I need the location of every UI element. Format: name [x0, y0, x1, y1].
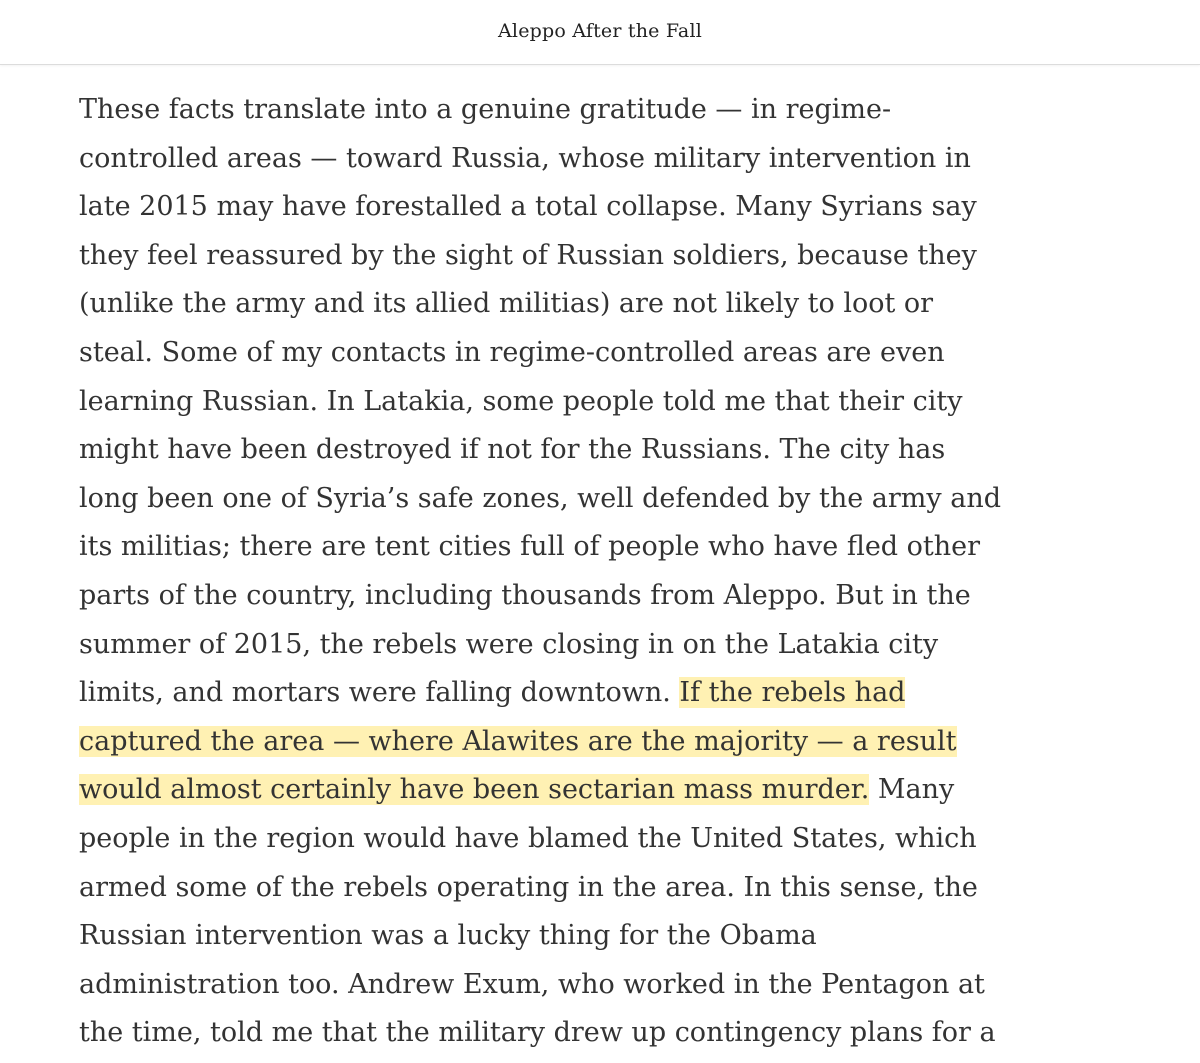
paragraph-line: summer of 2015, the rebels were closing in on the Latakia city	[79, 628, 939, 660]
paragraph-line: people in the region would have blamed the United States, which	[79, 822, 977, 854]
paragraph-line: late 2015 may have forestalled a total collapse. Many Syrians say	[79, 191, 977, 223]
paragraph-line: controlled areas — toward Russia, whose military intervention in	[79, 142, 971, 174]
article-header	[0, 0, 1200, 65]
paragraph-line: armed some of the rebels operating in the area. In this sense, the	[79, 871, 978, 903]
paragraph-line: long been one of Syria’s safe zones, well defended by the army and	[79, 482, 1002, 514]
paragraph-line	[79, 718, 1079, 767]
paragraph-line: (unlike the army and its allied militias) are not likely to loot or	[79, 288, 934, 320]
article-paragraph	[79, 86, 1079, 1058]
highlighted-text: captured the area — where Alawites are the majority — a result	[79, 725, 957, 757]
article-title: Aleppo After the Fall	[498, 20, 702, 42]
paragraph-line: learning Russian. In Latakia, some people told me that their city	[79, 385, 963, 417]
paragraph-line: might have been destroyed if not for the Russians. The city has	[79, 434, 946, 466]
paragraph-line: steal. Some of my contacts in regime-controlled areas are even	[79, 336, 945, 368]
plain-text: limits, and mortars were falling downtown.	[79, 677, 680, 709]
highlighted-text: If the rebels had	[679, 677, 906, 709]
plain-text: Many	[869, 774, 955, 806]
paragraph-line	[79, 766, 1079, 815]
paragraph-line: Russian intervention was a lucky thing for the Obama	[79, 920, 817, 952]
paragraph-line: parts of the country, including thousands from Aleppo. But in the	[79, 579, 971, 611]
paragraph-line: administration too. Andrew Exum, who worked in the Pentagon at	[79, 968, 985, 1000]
paragraph-line: its militias; there are tent cities full of people who have fled other	[79, 531, 981, 563]
article-container	[79, 86, 1079, 1058]
paragraph-line: These facts translate into a genuine gratitude — in regime-	[79, 94, 892, 125]
paragraph-line	[79, 669, 1079, 718]
paragraph-line: they feel reassured by the sight of Russian soldiers, because they	[79, 239, 977, 271]
highlighted-text: would almost certainly have been sectarian mass murder.	[79, 774, 870, 806]
paragraph-line: the time, told me that the military drew up contingency plans for a	[79, 1017, 996, 1049]
